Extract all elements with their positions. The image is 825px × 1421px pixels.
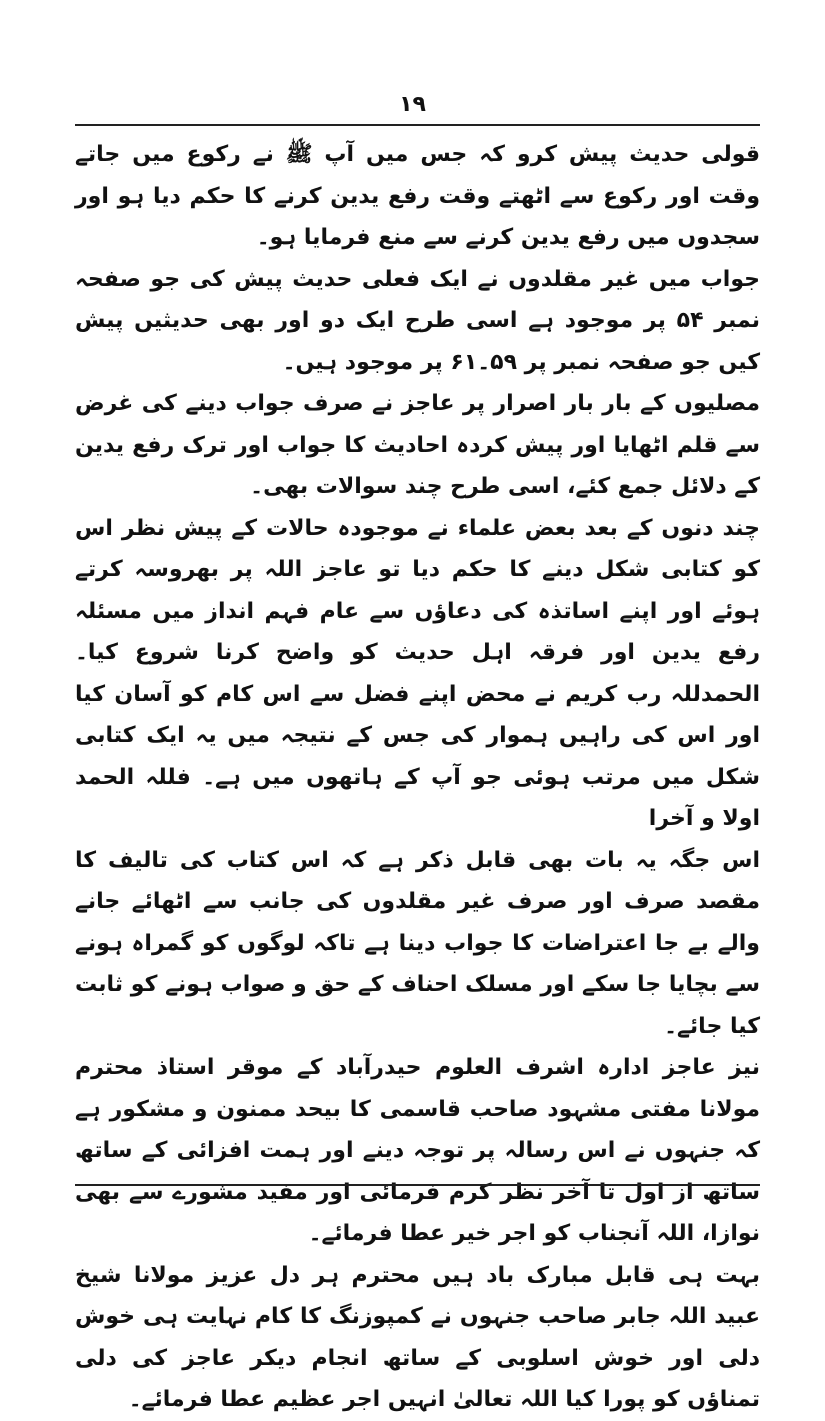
paragraph-insistence: مصلیوں کے بار بار اصرار پر عاجز نے صرف جواب دینے کی غرض سے قلم اٹھایا اور پیش کردہ احادیث کا جواب اور ترک رفع یدین کے دلائل جمع کئے، اسی طرح چند سوالات بھی۔ (75, 391, 760, 499)
footer-divider (75, 1184, 760, 1186)
paragraph-response: جواب میں غیر مقلدوں نے ایک فعلی حدیث پیش کی جو صفحہ نمبر ۵۴ پر موجود ہے اسی طرح ایک دو اور بھی حدیثیں پیش کیں جو صفحہ نمبر پر ۵۹۔۶۱ پر موجود ہیں۔ (75, 266, 760, 375)
header-divider (75, 124, 760, 126)
paragraph-book-purpose: اس جگہ یہ بات بھی قابل ذکر ہے کہ اس کتاب کی تالیف کا مقصد صرف اور صرف غیر مقلدوں کی جانب سے اٹھائے جانے والے بے جا اعتراضات کا جواب دینا ہے تاکہ لوگوں کو گمراہ ہونے سے بچایا جا سکے اور مسلک احناف کے حق و صواب ہونے کو ثابت کیا جائے۔ (75, 847, 760, 1039)
paragraph-book-compilation: چند دنوں کے بعد بعض علماء نے موجودہ حالات کے پیش نظر اس کو کتابی شکل دینے کا حکم دیا تو عاجز اللہ پر بھروسہ کرتے ہوئے اور اپنے اساتذہ کی دعاؤں سے عام فہم انداز میں مسئلہ رفع یدین اور فرقہ اہل حدیث کو واضح کرنا شروع کیا۔ الحمدللہ رب کریم نے محض اپنے فضل سے اس کام کو آسان کیا اور اس کی راہیں ہموار کی جس کے نتیجہ میں یہ ایک کتابی شکل میں مرتب ہوئی جو آپ کے ہاتھوں میں ہے۔ فللہ الحمد اولا و آخرا (75, 515, 760, 831)
page-number: ۱۹ (399, 92, 426, 117)
paragraph-acknowledgement-teacher: نیز عاجز ادارہ اشرف العلوم حیدرآباد کے موقر استاذ محترم مولانا مفتی مشہود صاحب قاسمی کا بیحد ممنون و مشکور ہے کہ جنہوں نے اس رسالہ پر توجہ دینے اور ہمت افزائی کے ساتھ ساتھ از اول تا آخر نظر کرم فرمائی اور مفید مشورے سے بھی نوازا، اللہ آنجناب کو اجر خیر عطا فرمائے۔ (75, 1055, 760, 1246)
paragraph-hadith-demand: قولی حدیث پیش کرو کہ جس میں آپ ﷺ نے رکوع میں جاتے وقت اور رکوع سے اٹھتے وقت رفع یدین کرنے کا حکم دیا ہو اور سجدوں میں رفع یدین کرنے سے منع فرمایا ہو۔ (75, 142, 760, 250)
page-body (75, 134, 760, 1421)
paragraph-acknowledgement-composer: بہت ہی قابل مبارک باد ہیں محترم ہر دل عزیز مولانا شیخ عبید اللہ جابر صاحب جنہوں نے کمپوزنگ کا کام نہایت ہی خوش دلی اور خوش اسلوبی کے ساتھ انجام دیکر عاجز کی دلی تمناؤں کو پورا کیا اللہ تعالیٰ انہیں اجر عظیم عطا فرمائے۔ (75, 1262, 760, 1412)
